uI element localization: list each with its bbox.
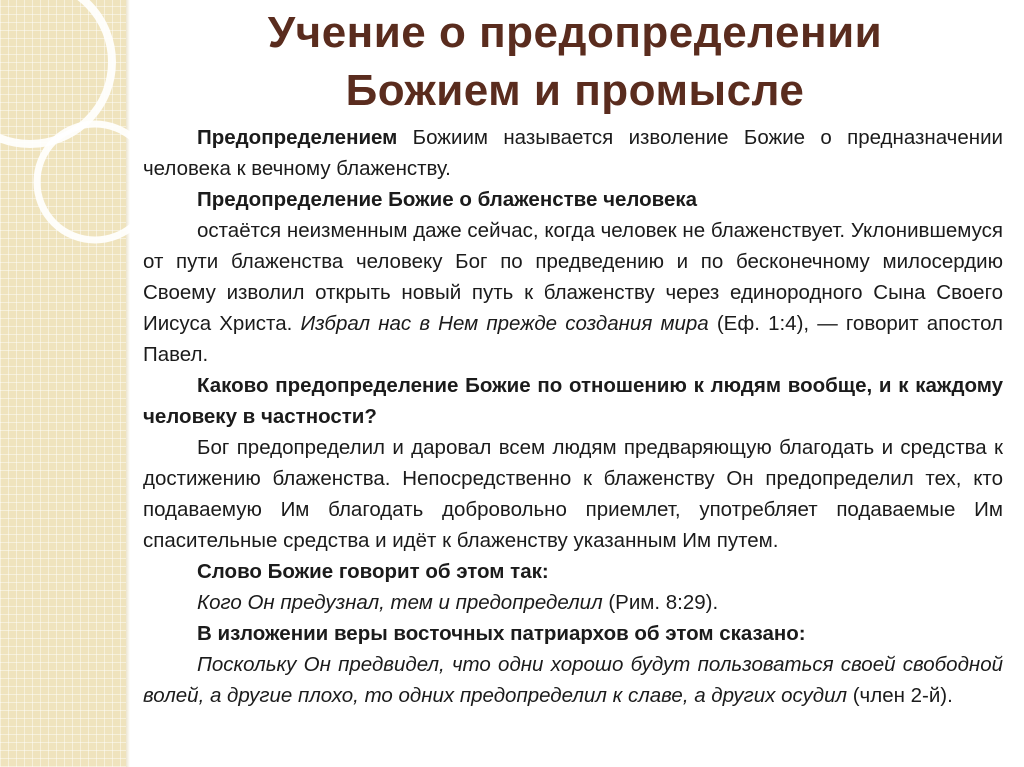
subheading-text: В изложении веры восточных патриархов об этом сказано: [197,622,806,645]
question-heading [143,370,1003,432]
subheading-patriarchs [143,618,1003,649]
subheading-text: Слово Божие говорит об этом так: [197,560,549,583]
term-bold: Предопределением [197,126,398,149]
paragraph-definition [143,122,1003,184]
quote-reference: (член 2-й). [847,684,953,707]
scripture-reference: (Еф. 1:4), — говорит апостол Павел. [143,312,1004,366]
body-text [143,122,1003,711]
paragraph-unchanged [143,215,1003,370]
subheading-text: Предопределение Божие о блаженстве человека [197,188,698,211]
title-line-2: Божием и промысле [345,66,805,115]
paragraph-answer [143,432,1003,556]
title-line-1: Учение о предопределении [267,8,883,57]
slide-title [150,4,1000,120]
small-ring-icon [37,124,140,240]
scripture-reference: (Рим. 8:29). [602,591,719,614]
definition-text: Божиим называется изволение Божие о предназначении человека к вечному блаженству. [143,126,1003,180]
patriarchs-quote: Поскольку Он предвидел, что одни хорошо будут пользоваться своей свободной волей, а другие плохо, то одних предопределил к славе, а других осудил [143,653,1003,707]
subheading-blessedness [143,184,1003,215]
paragraph-patriarchs-quote [143,649,1003,711]
question-text: Каково предопределение Божие по отношению к людям вообще, и к каждому человеку в частности? [143,374,1003,428]
ring-ornament-icon [0,0,140,767]
scripture-quote: Кого Он предузнал, тем и предопределил [197,591,603,614]
scripture-quote: Избрал нас в Нем прежде создания мира [300,312,709,335]
subheading-word-of-god [143,556,1003,587]
paragraph-romans-quote [143,587,1003,618]
answer-text: Бог предопределил и даровал всем людям предваряющую благодать и средства к достижению блаженства. Непосредственно к блаженству Он предопределил тех, кто подаваемую Им благодать добровольно приемлет, употребляет подаваемые Им спасительные средства и идёт к блаженству указанным Им путем. [143,436,1003,552]
paragraph-text: остаётся неизменным даже сейчас, когда человек не блаженствует. Уклонившемуся от пути блаженства человеку Бог по предведению и по бесконечному милосердию Своему изволил открыть новый путь к блаженству через единородного Сына Своего Иисуса Христа. [143,219,1003,335]
